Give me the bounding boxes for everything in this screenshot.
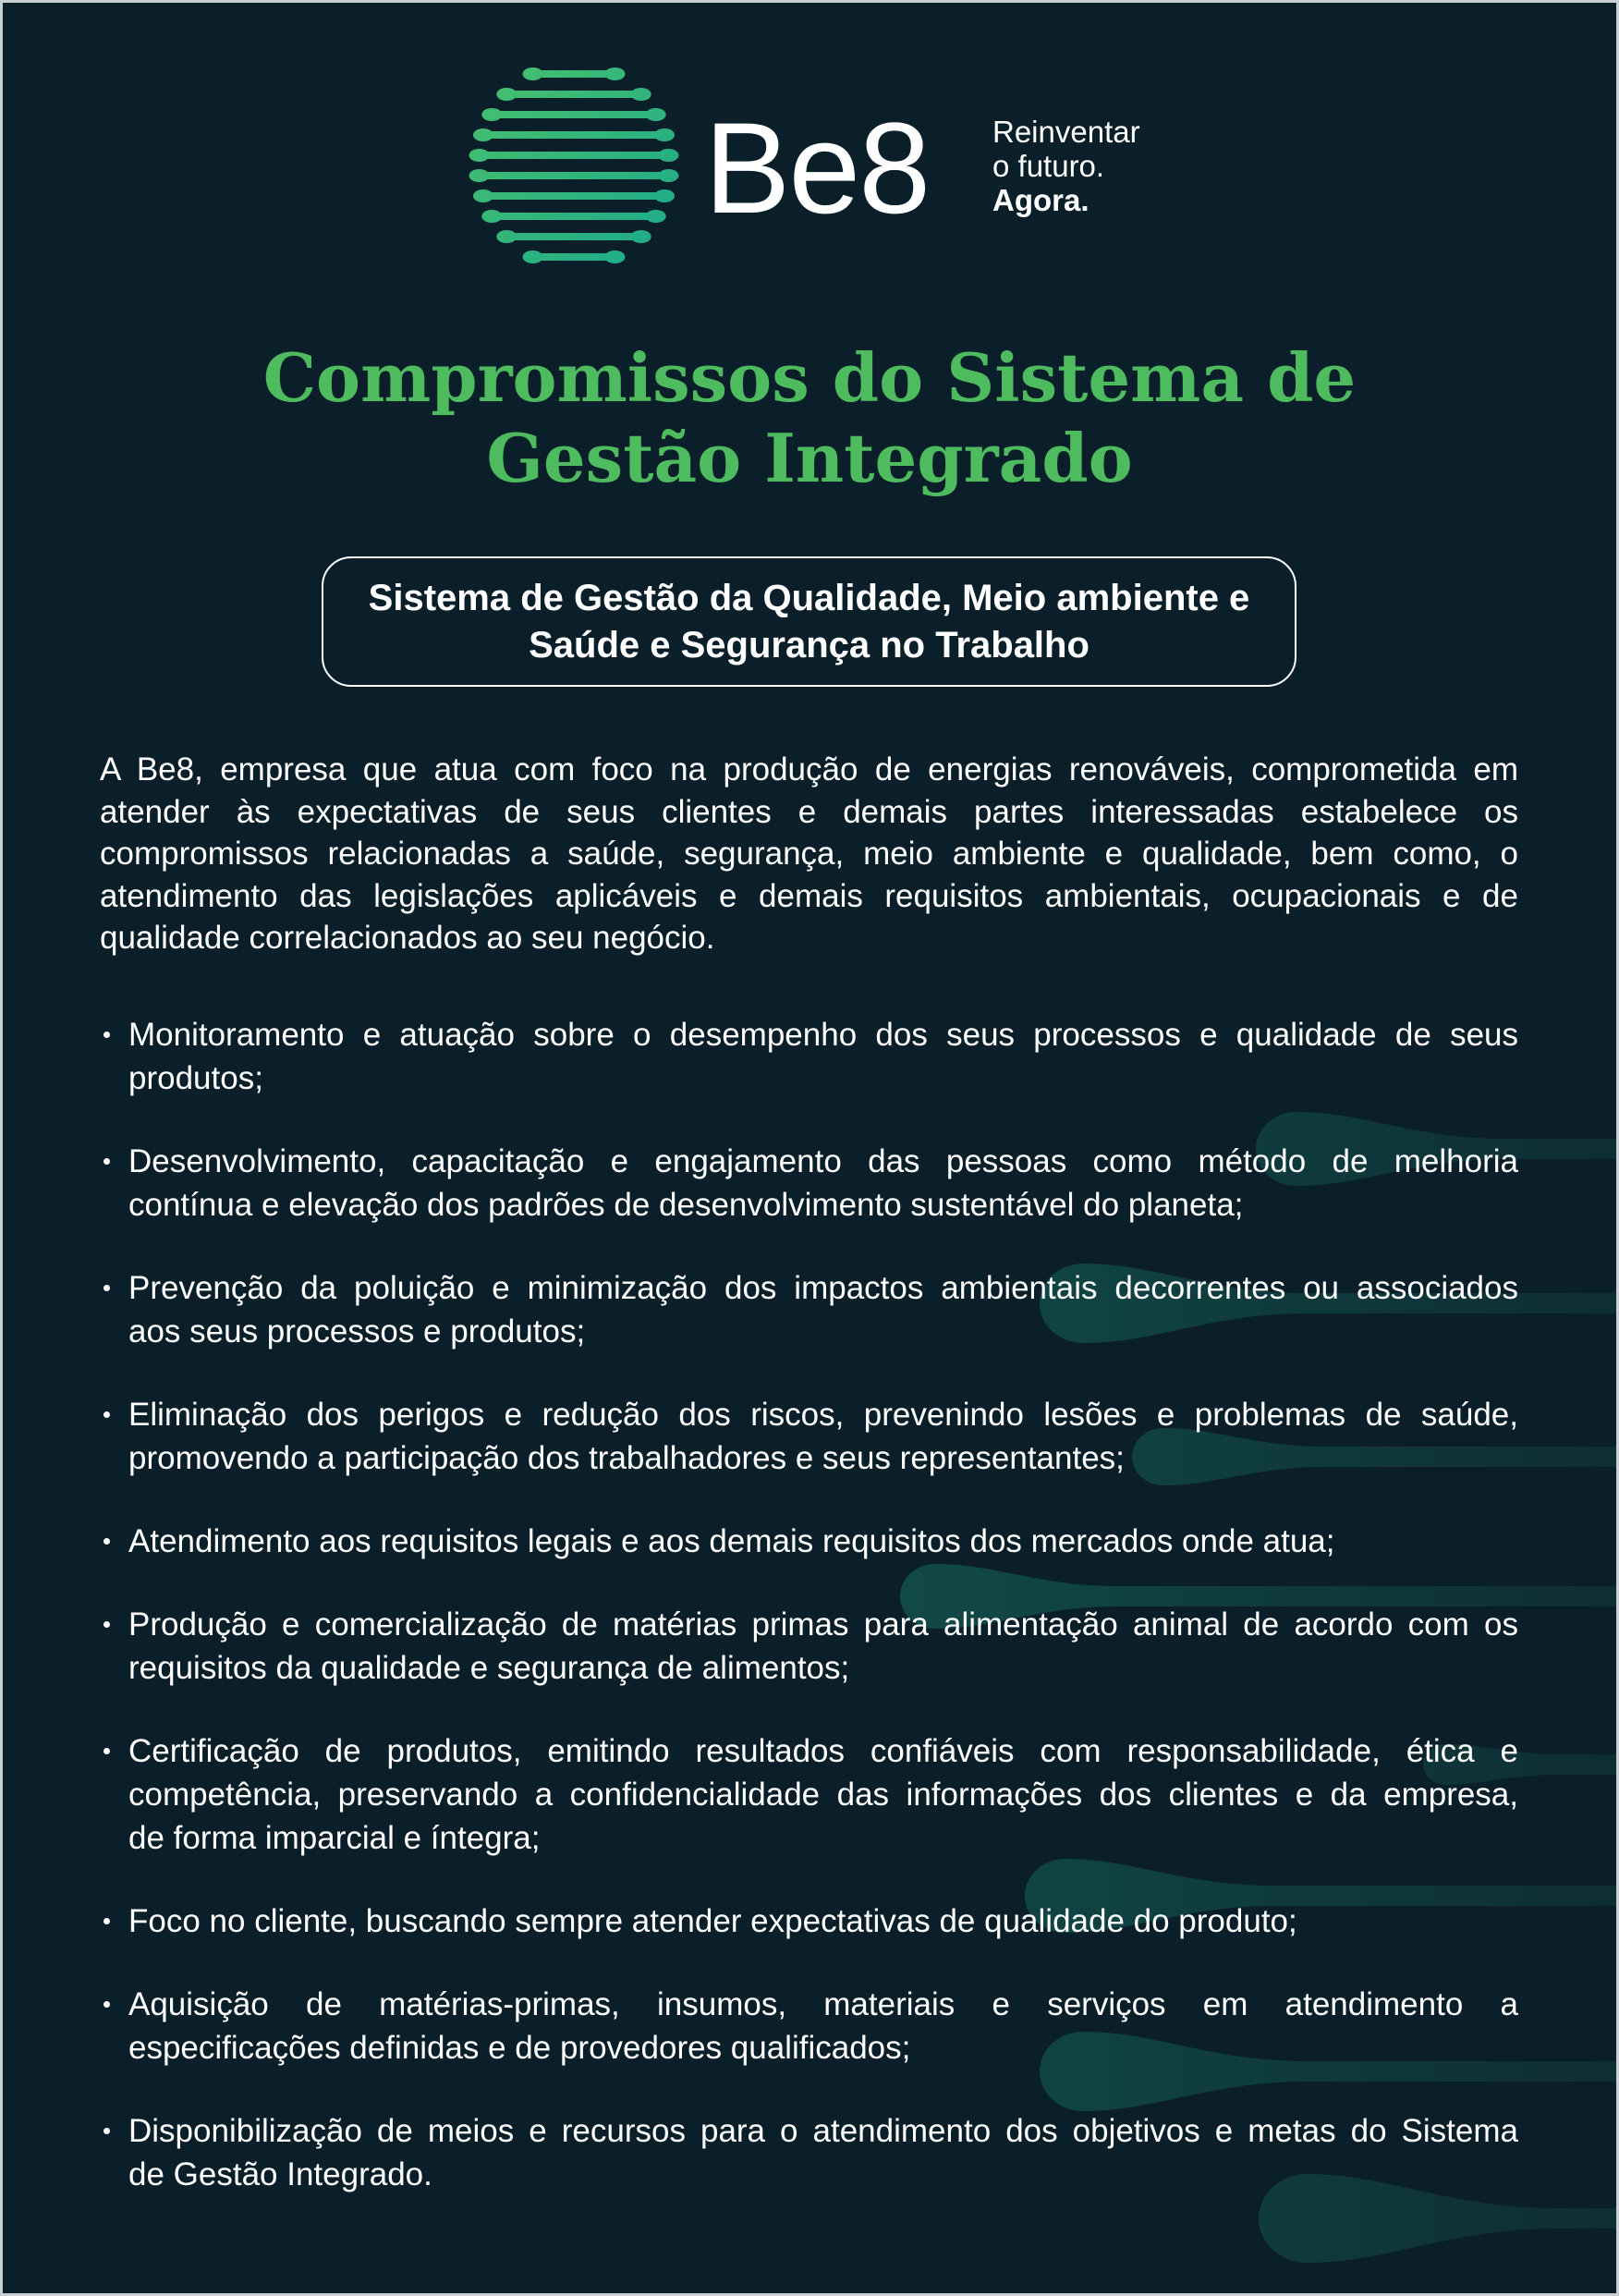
commitment-item [128, 1729, 1518, 1860]
brand-wordmark: Be8 [704, 95, 930, 240]
subtitle-line: Saúde e Segurança no Trabalho [529, 624, 1089, 666]
commitment-line: Disponibilização de meios e recursos para o atendimento dos objetivos e metas do Sistema [128, 2113, 1518, 2149]
commitment-line: requisitos da qualidade e segurança de alimentos; [128, 1650, 850, 1686]
commitment-item [128, 1603, 1518, 1690]
commitment-line: Certificação de produtos, emitindo resultados confiáveis com responsabilidade, ética e [128, 1733, 1518, 1769]
logo-stripe [473, 189, 675, 202]
bullet-dot-icon [103, 1411, 110, 1418]
commitments-list [128, 1013, 1518, 2236]
logo-stripe [469, 149, 679, 162]
commitment-line: de forma imparcial e íntegra; [128, 1820, 541, 1856]
logo-stripe [473, 128, 675, 141]
commitment-item [128, 1983, 1518, 2070]
subtitle-box [322, 556, 1296, 687]
intro-line: qualidade correlacionados ao seu negócio. [100, 920, 715, 956]
bullet-dot-icon [103, 1918, 110, 1924]
logo-stripe [496, 230, 651, 243]
intro-line: atendimento das legislações aplicáveis e demais requisitos ambientais, ocupacionais e de [100, 877, 1518, 914]
bullet-dot-icon [103, 2001, 110, 2008]
commitment-line: de Gestão Integrado. [128, 2156, 432, 2192]
commitment-line: competência, preservando a confidencialidade das informações dos clientes e da empresa, [128, 1777, 1518, 1813]
tagline-line: Reinventar [992, 115, 1140, 149]
commitment-item [128, 1899, 1518, 1943]
logo-stripe [469, 169, 679, 182]
commitment-line: Produção e comercialização de matérias primas para alimentação animal de acordo com os [128, 1606, 1518, 1643]
commitment-line: Foco no cliente, buscando sempre atender expectativas de qualidade do produto; [128, 1903, 1297, 1939]
commitment-item [128, 1393, 1518, 1480]
bullet-dot-icon [103, 1748, 110, 1754]
logo-stripe [523, 250, 626, 263]
logo-stripe [496, 88, 651, 101]
commitment-item [128, 1520, 1518, 1563]
logo-stripe [481, 210, 665, 223]
intro-line: atender às expectativas de seus clientes e demais partes interessadas estabelece os [100, 793, 1518, 830]
commitment-line: Prevenção da poluição e minimização dos impactos ambientais decorrentes ou associados [128, 1270, 1518, 1306]
intro-line: compromissos relacionadas a saúde, segurança, meio ambiente e qualidade, bem como, o [100, 836, 1518, 872]
commitment-item [128, 1266, 1518, 1353]
logo-stripe [481, 108, 665, 121]
page-title-line: Gestão Integrado [486, 419, 1133, 497]
tagline-line-emphasis: Agora. [992, 183, 1089, 217]
commitment-line: Atendimento aos requisitos legais e aos demais requisitos dos mercados onde atua; [128, 1523, 1335, 1559]
commitment-line: contínua e elevação dos padrões de desenvolvimento sustentável do planeta; [128, 1187, 1244, 1223]
commitment-item [128, 1013, 1518, 1100]
page-title [0, 337, 1619, 498]
bullet-dot-icon [103, 1158, 110, 1165]
bullet-dot-icon [103, 1285, 110, 1291]
page-title-line: Compromissos do Sistema de [262, 338, 1357, 417]
commitment-line: Desenvolvimento, capacitação e engajamento das pessoas como método de melhoria [128, 1143, 1518, 1179]
brand-tagline [992, 115, 1140, 217]
commitment-line: Eliminação dos perigos e redução dos riscos, prevenindo lesões e problemas de saúde, [128, 1397, 1518, 1433]
commitment-line: Monitoramento e atuação sobre o desempenho dos seus processos e qualidade de seus [128, 1017, 1518, 1053]
commitment-line: especificações definidas e de provedores qualificados; [128, 2030, 911, 2066]
logo-stripe [523, 67, 626, 80]
bullet-dot-icon [103, 1621, 110, 1628]
bullet-dot-icon [103, 1538, 110, 1545]
commitment-line: Aquisição de matérias-primas, insumos, materiais e serviços em atendimento a [128, 1986, 1518, 2022]
commitment-line: aos seus processos e produtos; [128, 1313, 586, 1350]
bullet-dot-icon [103, 2128, 110, 2134]
intro-line: A Be8, empresa que atua com foco na produção de energias renováveis, comprometida em [100, 751, 1518, 788]
commitment-item [128, 2109, 1518, 2196]
tagline-line: o futuro. [992, 149, 1105, 183]
intro-paragraph [100, 749, 1518, 959]
be8-logo-mark-icon [462, 55, 693, 277]
subtitle-line: Sistema de Gestão da Qualidade, Meio ambiente e [368, 577, 1250, 618]
commitment-item [128, 1140, 1518, 1227]
commitment-line: produtos; [128, 1060, 263, 1096]
commitment-line: promovendo a participação dos trabalhadores e seus representantes; [128, 1440, 1125, 1476]
bullet-dot-icon [103, 1032, 110, 1038]
